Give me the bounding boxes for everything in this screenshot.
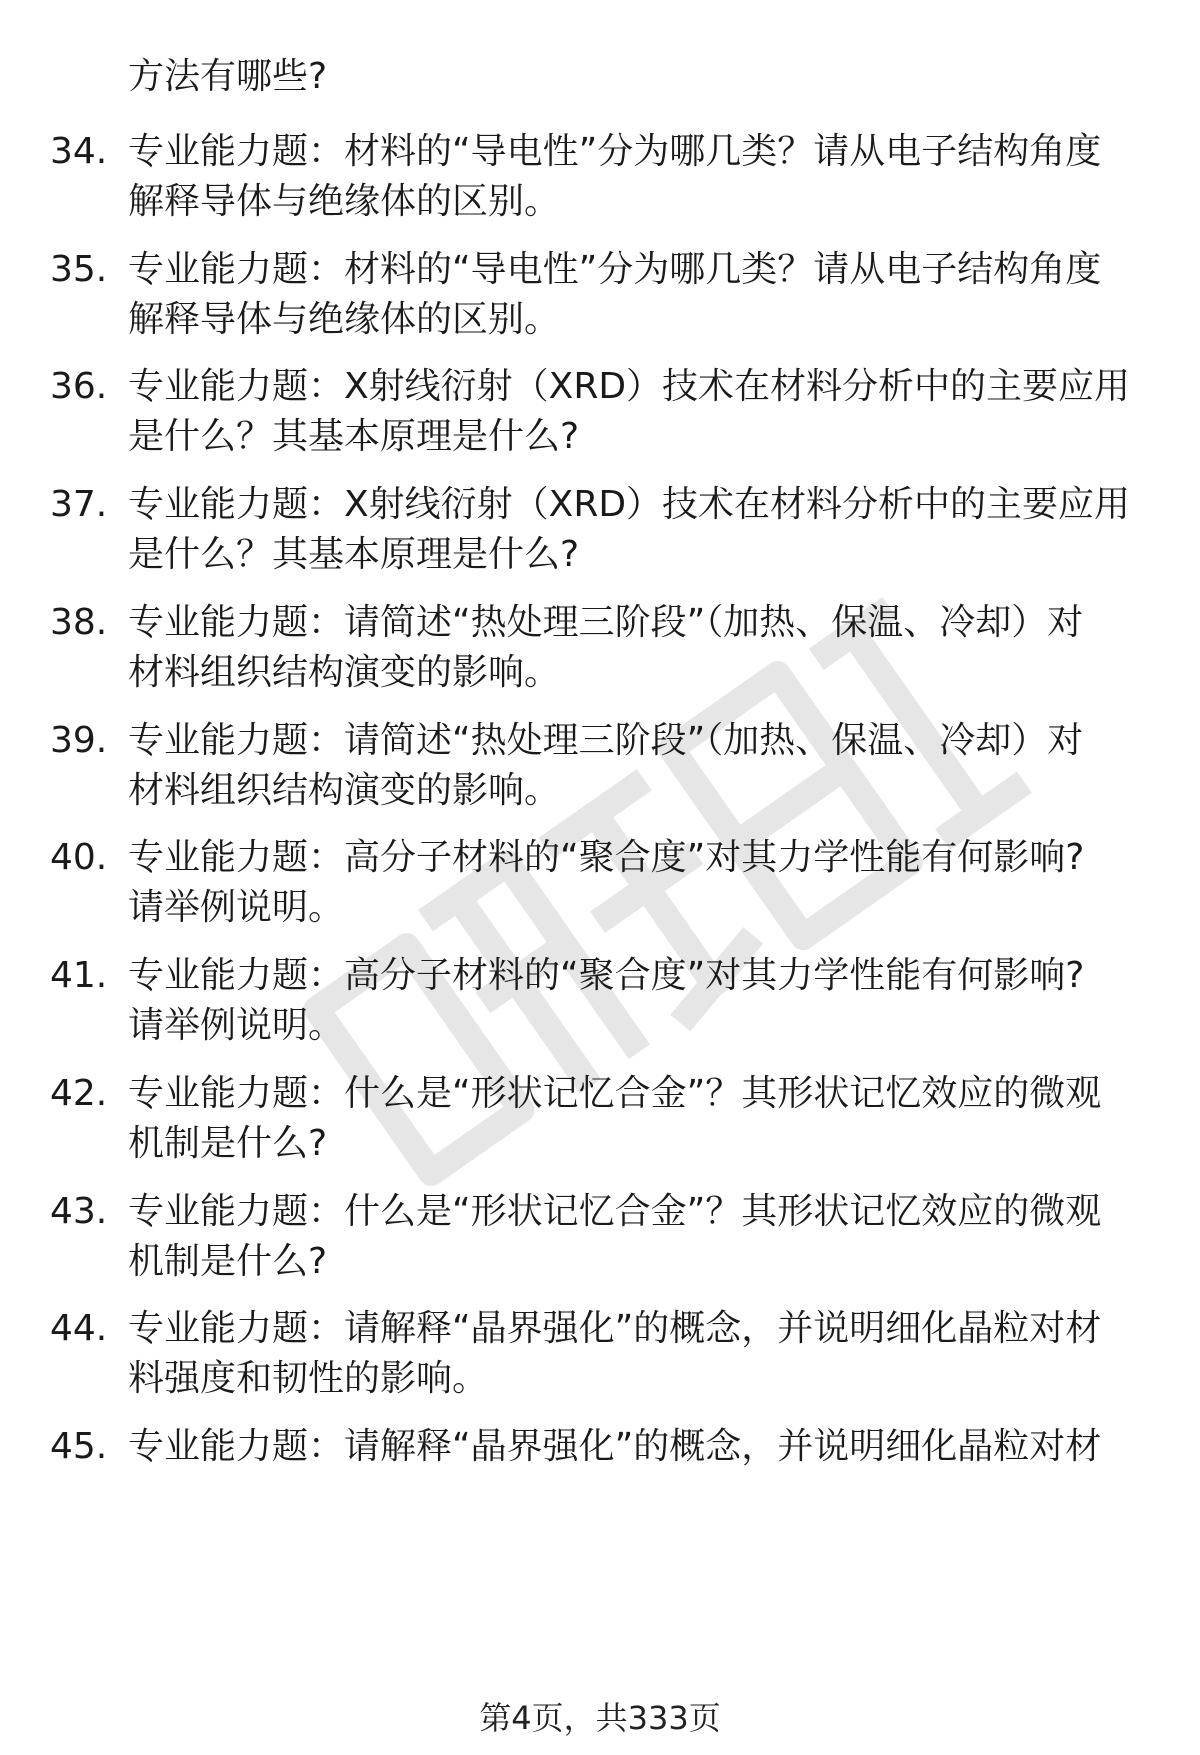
page-number-label: 第4页，共333页: [479, 1699, 721, 1737]
question-text: 专业能力题：什么是“形状记忆合金”？其形状记忆效应的微观 机制是什么?: [128, 1073, 1102, 1164]
question-number: 37.: [50, 484, 108, 525]
question-text: 专业能力题：请解释“晶界强化”的概念，并说明细化晶粒对材 料强度和韧性的影响。: [128, 1308, 1102, 1399]
question-text: 专业能力题：材料的“导电性”分为哪几类？请从电子结构角度 解释导体与绝缘体的区别。: [128, 249, 1102, 340]
question-text: 专业能力题：高分子材料的“聚合度”对其力学性能有何影响? 请举例说明。: [128, 837, 1085, 928]
question-text: 方法有哪些?: [128, 56, 328, 97]
question-text: 专业能力题：请简述“热处理三阶段”（加热、保温、冷却）对 材料组织结构演变的影响。: [128, 720, 1084, 811]
question-number: 42.: [50, 1073, 108, 1114]
question-number: 41.: [50, 955, 108, 996]
question-number: 44.: [50, 1308, 108, 1349]
question-text: 专业能力题：请解释“晶界强化”的概念，并说明细化晶粒对材: [128, 1426, 1102, 1467]
question-number: 39.: [50, 720, 108, 761]
question-text: 专业能力题：请简述“热处理三阶段”（加热、保温、冷却）对 材料组织结构演变的影响。: [128, 602, 1084, 693]
page-footer: [0, 1698, 1200, 1738]
question-number: 40.: [50, 837, 108, 878]
question-number: 45.: [50, 1426, 108, 1467]
question-text: 专业能力题：高分子材料的“聚合度”对其力学性能有何影响? 请举例说明。: [128, 955, 1085, 1046]
question-number: 34.: [50, 131, 108, 172]
question-text: 专业能力题：X射线衍射（XRD）技术在材料分析中的主要应用 是什么？其基本原理是什么?: [128, 484, 1131, 575]
question-number: 35.: [50, 249, 108, 290]
question-text: 专业能力题：什么是“形状记忆合金”？其形状记忆效应的微观 机制是什么?: [128, 1191, 1102, 1282]
question-text: 专业能力题：材料的“导电性”分为哪几类？请从电子结构角度 解释导体与绝缘体的区别。: [128, 131, 1102, 222]
question-number: 38.: [50, 602, 108, 643]
question-number: 43.: [50, 1191, 108, 1232]
question-text: 专业能力题：X射线衍射（XRD）技术在材料分析中的主要应用 是什么？其基本原理是什么?: [128, 366, 1131, 457]
question-number: 36.: [50, 366, 108, 407]
